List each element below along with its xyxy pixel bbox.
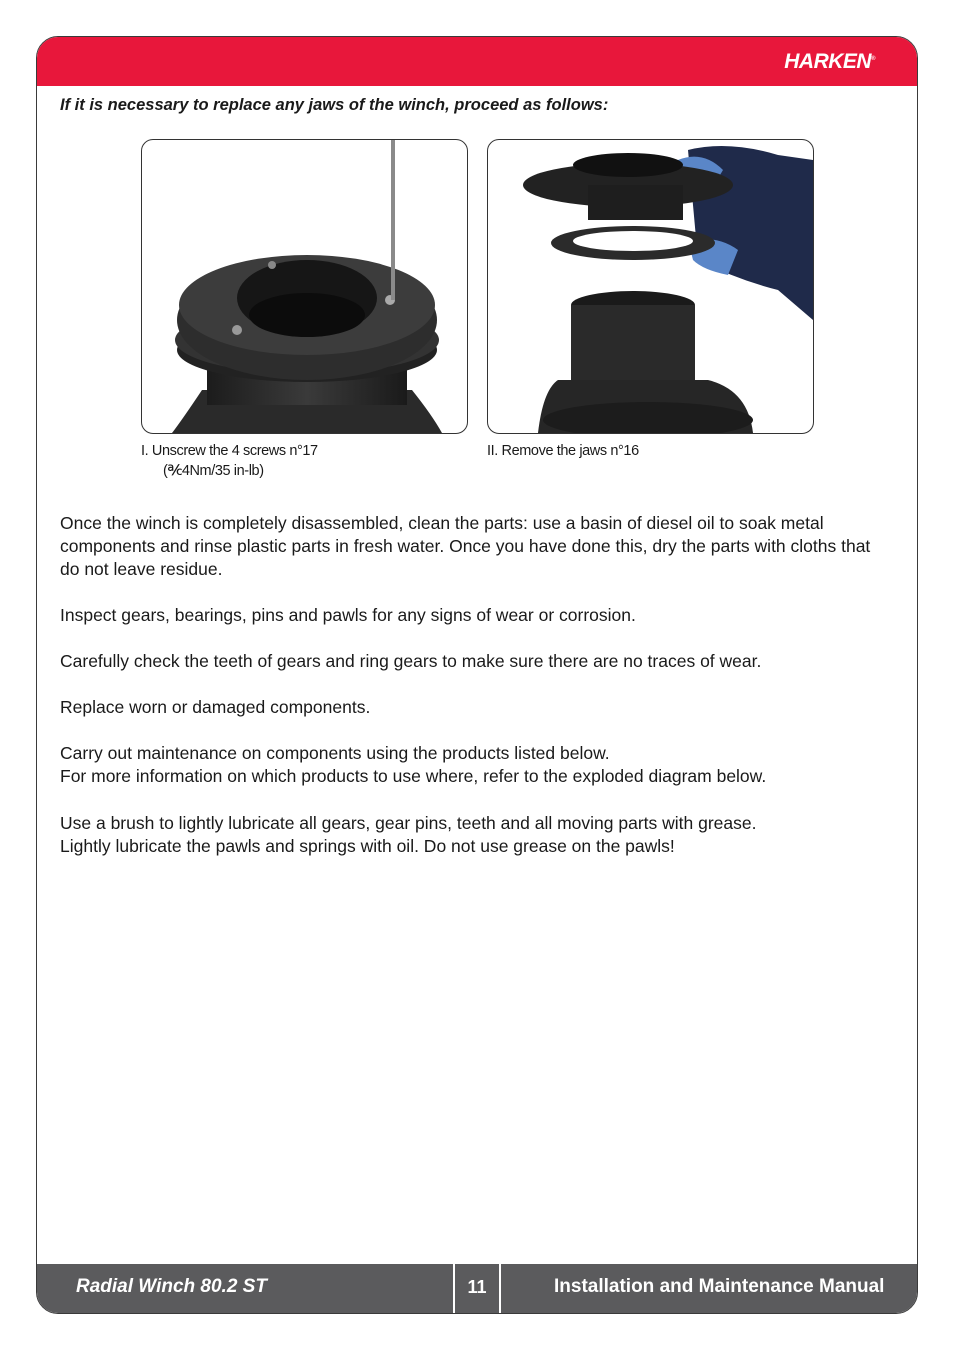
paragraph-inspect: Inspect gears, bearings, pins and pawls for any signs of wear or corrosion.: [60, 605, 636, 625]
page-frame: [36, 36, 918, 1314]
photo-remove-jaws: [487, 139, 814, 434]
paragraph-maintenance: Carry out maintenance on components using the products listed below.: [60, 743, 610, 763]
paragraph-check-teeth: Carefully check the teeth of gears and ring gears to make sure there are no traces of wear.: [60, 651, 762, 671]
paragraph-lubricate-grease: Use a brush to lightly lubricate all gears, gear pins, teeth and all moving parts with grease.: [60, 813, 757, 833]
footer-divider: [499, 1264, 501, 1313]
photo-unscrew-screws: [141, 139, 468, 434]
footer-manual-title: Installation and Maintenance Manual: [554, 1276, 885, 1297]
page-number: 11: [467, 1277, 487, 1297]
paragraph-clean-parts: Once the winch is completely disassembled, clean the parts: use a basin of diesel oil to soak metal components and rinse plastic parts in fresh water. Once you have done this, dry the parts with cloths that do not leave residue.: [60, 513, 871, 579]
paragraph-exploded-diagram: For more information on which products to use where, refer to the exploded diagram below.: [60, 766, 767, 786]
figure-1-caption: I. Unscrew the 4 screws n°17 (℀4Nm/35 in-lb): [141, 443, 318, 479]
harken-logo: HARKEN®: [784, 50, 875, 73]
paragraph-replace: Replace worn or damaged components.: [60, 697, 371, 717]
paragraph-lubricate-oil: Lightly lubricate the pawls and springs with oil. Do not use grease on the pawls!: [60, 836, 675, 856]
wrench-icon: ℀: [167, 463, 182, 479]
header-bar: [37, 37, 917, 86]
footer-product-title: Radial Winch 80.2 ST: [76, 1276, 267, 1297]
figure-2-caption: II. Remove the jaws n°16: [487, 443, 639, 459]
intro-text: If it is necessary to replace any jaws of the winch, proceed as follows:: [60, 96, 609, 114]
footer-bar: [37, 1264, 917, 1313]
